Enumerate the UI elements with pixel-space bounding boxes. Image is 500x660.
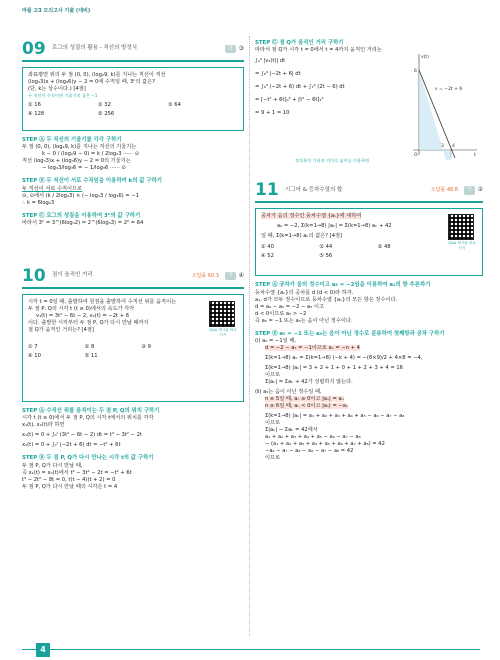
choice[interactable]: ② 8 — [84, 344, 95, 351]
solution-line: x₁(t) = 0 + ∫₀ᵗ (3t² − 6t − 2) dt = t³ − 3t² − 2t — [22, 432, 142, 439]
case-line: a₁ + a₂ + a₃ + a₄ + a₅ − a₆ − a₇ − a₈ — [265, 434, 361, 441]
page-footer — [22, 642, 480, 660]
qr-caption: Q&A 게시판 바로가기 — [448, 241, 476, 251]
problem-line: (log₃3)x + (log₃6)y − 2 = 0에 수직일 때, 3ᵏ의 값은? — [28, 79, 155, 86]
question-number: 09 — [22, 38, 46, 59]
axis-v: v(t) — [421, 55, 429, 60]
step-a: STEP Ⓐ 두 직선의 기울기를 각각 구하기 — [22, 137, 122, 143]
solution-line: 두 점 P, Q가 다시 만날 때, — [22, 462, 83, 469]
question-11-header — [255, 179, 483, 203]
problem-line: (단, k는 상수이다.) [4점] — [28, 86, 86, 93]
solution-line: 따라서 점 Q가 시각 t = 0에서 t = 4까지 움직인 거리는 — [255, 47, 382, 54]
question-number: 10 — [22, 265, 46, 286]
solution-line: 두 점 P, Q가 다시 만날 때의 시각은 t = 4 — [22, 483, 118, 490]
case-line: Σ|aₖ| − Σaₖ = 42에서 — [265, 427, 318, 434]
choice[interactable]: ③ 48 — [377, 244, 391, 251]
question-09-header — [22, 38, 244, 62]
solution-line: d < 0이므로 a₅ > −2 — [255, 310, 307, 317]
case-line: Σ(k=1→8) |aₖ| = a₁ + a₂ + a₃ + a₄ + a₅ − a₆ − a₇ − a₈ — [265, 413, 405, 420]
solution-line: x₁(t), x₂(t)라 하면 — [22, 422, 65, 429]
case-line: Σ(k=1→8) |aₖ| = 3 + 2 + 1 + 0 + 1 + 2 + 3 + 4 = 16 — [265, 365, 403, 372]
solution-line: 등차수열 {aₙ}의 공차를 d (d < 0)라 하자. — [255, 289, 354, 296]
question-09-box — [22, 67, 244, 131]
choices — [28, 344, 198, 360]
choice[interactable]: ⑤ 56 — [319, 253, 333, 260]
step-a: STEP Ⓐ 수직선 위를 움직이는 두 점 P, Q의 위치 구하기 — [22, 408, 160, 415]
problem-highlight: 공차가 음의 정수인 등차수열 {aₙ}에 대하여 — [261, 213, 362, 220]
choice[interactable]: ④ 10 — [28, 353, 41, 360]
solution-line: t³ − 2t² − 8t = 0, t(t − 4)(t + 2) = 0 — [22, 476, 116, 483]
solution-line: ⊙, ⊙에서 (k / 2log₂3) × (− log₃3 / log₃6) = −1 — [22, 192, 139, 199]
choices — [28, 102, 238, 118]
choices — [261, 244, 436, 260]
step-c: STEP Ⓒ 점 Q가 움직인 거리 구하기 — [255, 40, 344, 46]
case-highlight: n ≥ 6일 때, aₙ < 0이고 |aₙ| = −aₙ — [265, 403, 349, 410]
left-column — [22, 38, 244, 491]
qr-caption: Q&A 게시판 바로가기 — [209, 328, 237, 337]
problem-tip: 두 직선이 수직이면 기울기의 곱은 −1 — [28, 93, 98, 99]
case-line — [255, 345, 483, 352]
page-number: 4 — [36, 643, 50, 657]
solution-line: 따라서 3ᵏ = 3^(6log₃2) = 2^(6log₃3) = 2⁶ = 64 — [22, 220, 144, 226]
question-title: 로그의 성질의 활용 - 직선의 방정식 — [52, 45, 138, 52]
step-b: STEP Ⓑ 두 점 P, Q가 다시 만나는 시각 t의 값 구하기 — [22, 455, 154, 462]
case-line: 이므로 — [265, 455, 281, 462]
level-badge: 상 — [464, 186, 475, 194]
solution-line: a₁, d가 모두 정수이므로 등차수열 {aₙ}의 모든 항은 정수이다. — [255, 296, 398, 303]
solution-line: 직선 (log₃3)x + (log₃6)y − 2 = 0의 기울기는 — [22, 158, 131, 165]
solution-tip: 정적분의 기하적 의미로 넓이를 이용하면 — [295, 158, 370, 163]
choice[interactable]: ⑤ 11 — [84, 353, 98, 360]
tick-6: 6 — [414, 69, 417, 74]
choice[interactable]: ④ 52 — [261, 253, 274, 260]
case-line: −a₆ − a₇ − a₈ − a₆ − a₇ − a₈ = 42 — [265, 448, 354, 455]
choice[interactable]: ④ 128 — [28, 110, 45, 117]
problem-line: a₆ = −2, Σ(k=1→8) |aₖ| = Σ(k=1→8) aₖ + 42 — [277, 223, 392, 230]
case-line: Σ|aₖ| = Σaₖ + 42가 성립하지 않는다. — [265, 379, 353, 386]
step-a: STEP Ⓐ 공차가 음의 정수이고 a₆ = −2임을 이용하여 a₁의 항 추론하기 — [255, 282, 431, 289]
problem-line: 이다. 출발한 시각부터 두 점 P, Q가 다시 만날 때까지 — [28, 320, 149, 327]
solution-line: = ∫₀³ (−2t + 6) dt + ∫₃⁴ (2t − 6) dt — [255, 84, 345, 91]
choice[interactable]: ① 7 — [28, 344, 38, 351]
choice[interactable]: ③ 9 — [141, 344, 151, 351]
case-line — [255, 403, 483, 410]
case-highlight: n ≤ 5일 때, aₙ ≥ 0이고 |aₙ| = aₙ — [265, 396, 344, 403]
problem-line — [261, 213, 436, 220]
choice[interactable]: ① 40 — [261, 244, 274, 251]
axis-t: t — [474, 153, 476, 158]
solution-line: d = a₆ − a₅ = −2 − a₅ 이고 — [255, 303, 324, 310]
problem-line: 일 때, Σ(k=1→8) aₖ의 값은? [4점] — [261, 233, 343, 240]
error-rate: 오답률 60.3 — [191, 272, 219, 279]
choice[interactable]: ③ 64 — [168, 101, 181, 108]
solution-line: − log₃3/log₃6 = − 1/log₃6 ······ ⊙ — [42, 165, 126, 172]
tick-3: 3 — [441, 144, 444, 149]
running-title: 마플 고3 모의고사 기출 (대비) — [22, 8, 91, 14]
solution-line: ∫₀⁴ |v₂(t)| dt — [255, 58, 286, 65]
error-rate: 오답률 48.8 — [430, 187, 458, 194]
problem-line: 좌표평면 위의 두 점 (0, 0), (log₂9, k)를 지나는 직선이 직선 — [28, 72, 166, 78]
qr-code[interactable] — [448, 214, 474, 240]
solution-line: = [−t² + 6t]₀³ + [t² − 6t]₃⁴ — [255, 97, 324, 104]
qr-code[interactable] — [209, 301, 235, 327]
solution-line: 두 직선이 서로 수직이므로 — [22, 185, 83, 192]
solution-line: 두 점 (0, 0), (log₂9, k)를 지나는 직선의 기울기는 — [22, 144, 137, 151]
choice[interactable]: ② 32 — [98, 101, 111, 108]
solution-line: 즉 a₅ = −1 또는 a₅는 음이 아닌 정수이다. — [255, 317, 353, 324]
choice[interactable]: ② 44 — [319, 244, 333, 251]
level-badge: 상 — [225, 272, 236, 280]
question-title: 시그마 & 등차수열의 합 — [285, 186, 343, 193]
problem-line: v₁(t) = 3t² − 6t − 2, v₂(t) = −2t + 6 — [36, 313, 130, 320]
case-line: (ⅱ) a₅는 음이 아닌 정수일 때, — [255, 389, 322, 396]
solution-line: x₂(t) = 0 + ∫₀ᵗ (−2t + 6) dt = −t² + 6t — [22, 442, 121, 449]
problem-line: 시각 t = 0일 때, 출발하여 원점을 출발하여 수직선 위를 움직이는 — [28, 299, 177, 306]
solution-line: = ∫₀⁴ |−2t + 6| dt — [255, 71, 301, 78]
case-highlight: d = −2 − a₅ = −1이므로 aₙ = −n + 4 — [265, 345, 360, 352]
answer-mark: ④ — [238, 271, 244, 279]
question-10-box — [22, 294, 244, 402]
solution-line: 시각 t (t ≥ 0)에서 두 점 P, Q의 시각 t에서의 위치를 각각 — [22, 415, 154, 422]
case-line: 이므로 — [265, 420, 281, 427]
axis-origin: O — [414, 153, 418, 158]
step-c: STEP Ⓒ 로그의 성질을 이용하여 3ᵏ의 값 구하기 — [22, 212, 141, 219]
level-badge: 상 — [225, 45, 236, 53]
question-number: 11 — [255, 179, 279, 200]
question-10-header — [22, 265, 244, 289]
step-b: STEP Ⓑ 두 직선이 서로 수직임을 이용하여 k의 값 구하기 — [22, 178, 162, 185]
choice[interactable]: ① 16 — [28, 101, 41, 108]
case-line: (ⅰ) a₅ = −1일 때, — [255, 338, 297, 345]
case-line: 이므로 — [265, 372, 281, 379]
solution-line: ∴ k = 6log₂3 — [22, 199, 55, 206]
tick-4: 4 — [452, 144, 455, 149]
question-title: 점이 움직인 거리 — [52, 272, 93, 279]
choice[interactable]: ⑤ 256 — [98, 110, 115, 117]
step-b: STEP Ⓑ a₅ = −1 또는 a₅는 음이 아닌 정수로 분류하여 첫째항과 공차 구하기 — [255, 330, 445, 337]
right-column — [255, 40, 483, 462]
case-line: Σ(k=1→8) aₖ = Σ(k=1→8) (−k + 4) = −(8×9)/2 + 4×8 = −4, — [265, 355, 423, 362]
footer-rule — [22, 649, 480, 650]
velocity-graph — [405, 50, 480, 160]
case-line: − (a₁ + a₂ + a₃ + a₄ + a₅ + a₆ + a₇ + a₈) = 42 — [265, 441, 385, 448]
graph-label: v = −2t + 6 — [435, 87, 463, 92]
solution-line: = 9 + 1 = 10 — [255, 110, 290, 117]
answer-mark: ③ — [238, 44, 244, 52]
question-11-box — [255, 208, 483, 276]
problem-line: 점 Q가 움직인 거리는? [4점] — [28, 327, 94, 334]
column-divider — [249, 36, 250, 636]
problem-line: 두 점 P, Q의 시각 t (t ≥ 0)에서의 속도가 각각 — [28, 306, 135, 313]
solution-line: k − 0 / (log₂9 − 0) = k / 2log₂3 ······ ⊙ — [42, 151, 140, 158]
solution-line: 즉 x₁(t) = x₂(t)에서 t³ − 3t² − 2t = −t² + 6t — [22, 469, 132, 476]
answer-mark: ② — [477, 186, 483, 194]
